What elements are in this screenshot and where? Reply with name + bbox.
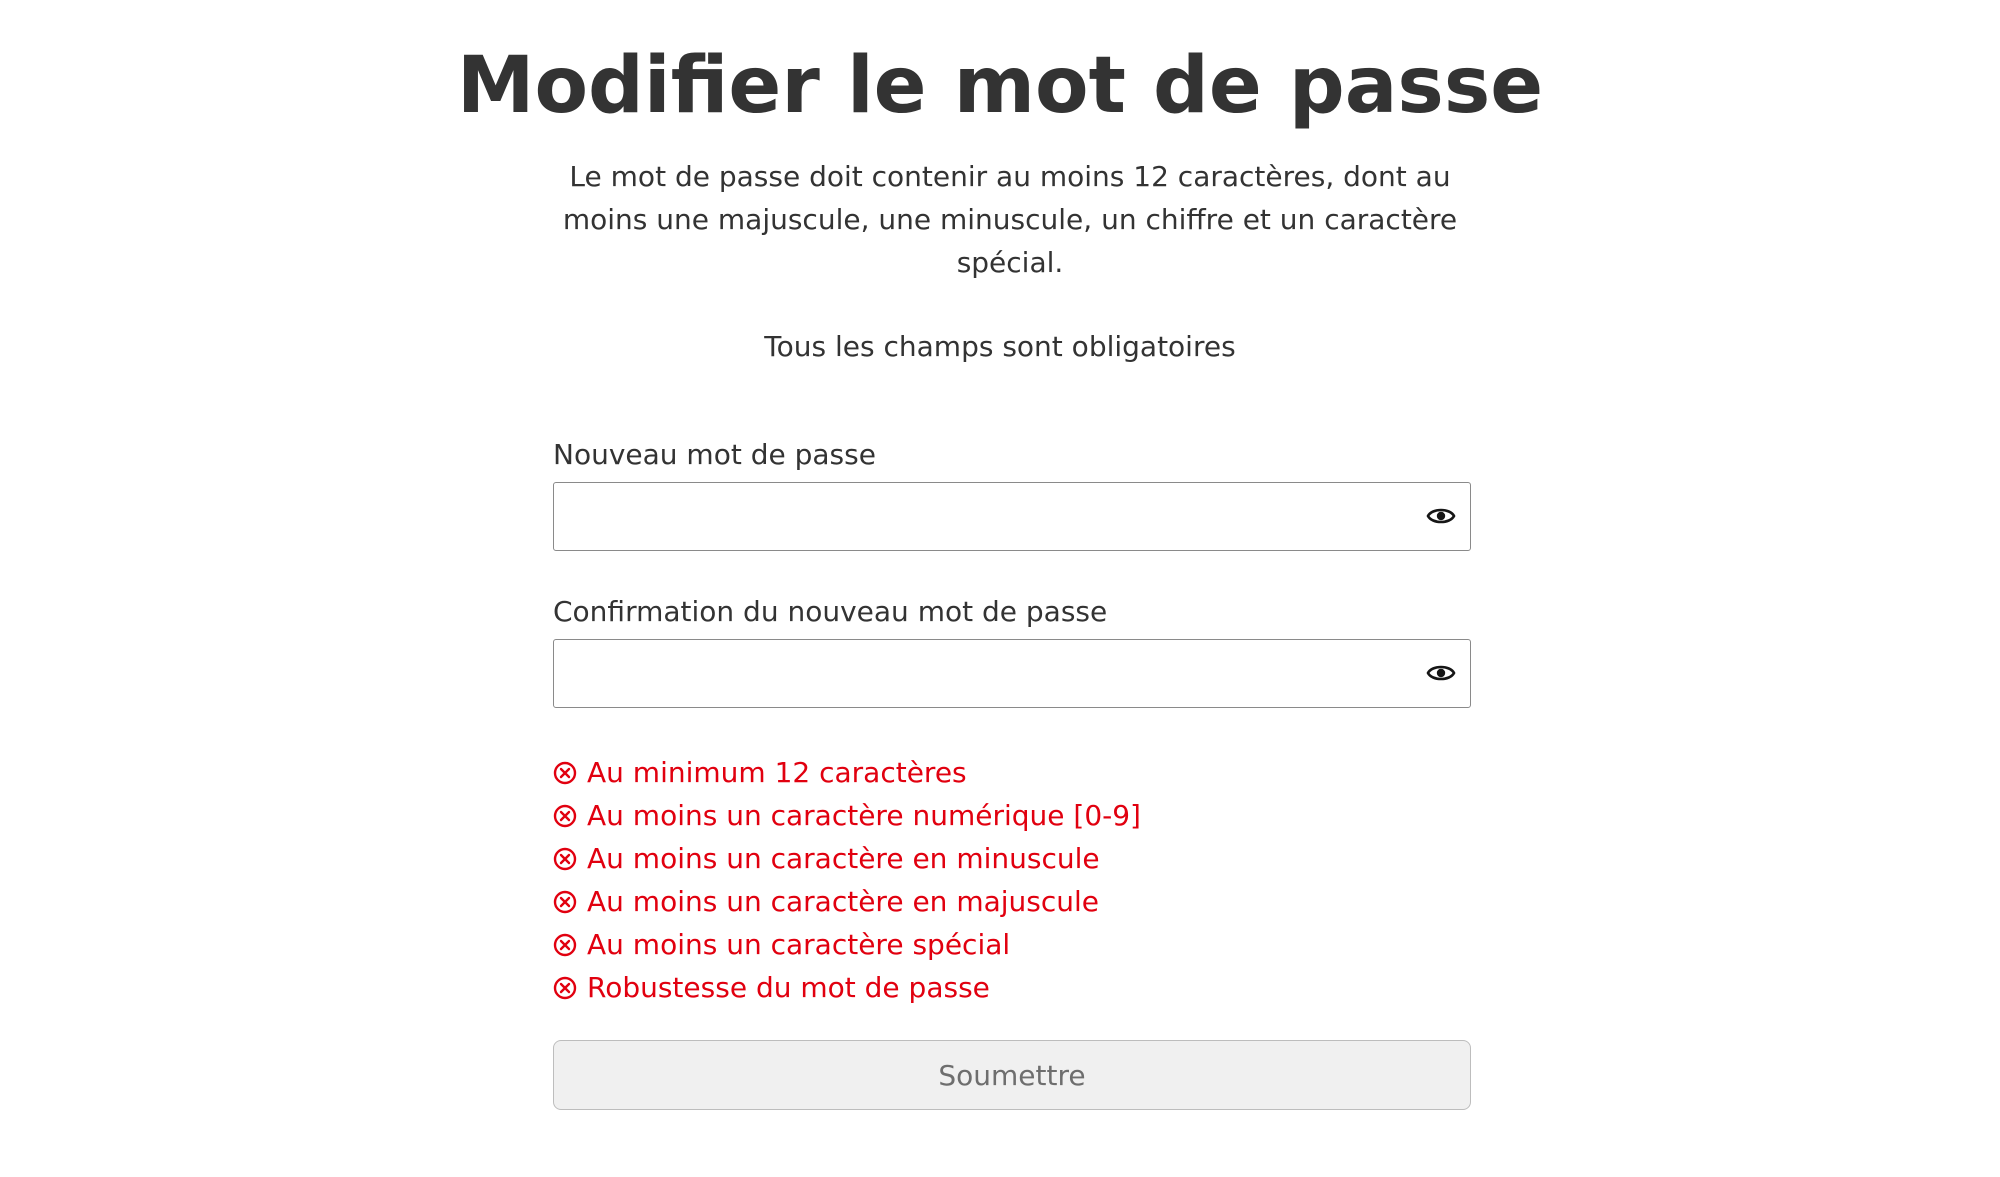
password-rule-text: Au moins un caractère spécial (587, 928, 1011, 961)
close-circle-icon (553, 847, 577, 871)
close-circle-icon (553, 890, 577, 914)
close-circle-icon (553, 976, 577, 1000)
eye-icon[interactable] (1426, 503, 1456, 529)
submit-button[interactable]: Soumettre (553, 1040, 1471, 1110)
confirm-password-label: Confirmation du nouveau mot de passe (553, 595, 1108, 628)
password-rule-text: Au moins un caractère en majuscule (587, 885, 1100, 918)
new-password-label: Nouveau mot de passe (553, 438, 876, 471)
password-rule-item (553, 837, 1253, 880)
password-requirements-description: Le mot de passe doit contenir au moins 12 caractères, dont au moins une majuscule, une minuscule, un chiffre et un caractère spécial. (562, 160, 1458, 279)
new-password-input[interactable] (554, 483, 1394, 549)
password-rule-item (553, 966, 1253, 1009)
password-rule-text: Robustesse du mot de passe (587, 971, 990, 1004)
password-rule-item (553, 923, 1253, 966)
eye-icon[interactable] (1426, 660, 1456, 686)
page-title: Modifier le mot de passe (456, 41, 1544, 131)
password-rule-text: Au moins un caractère numérique [0-9] (587, 799, 1141, 832)
password-rule-item (553, 751, 1253, 794)
close-circle-icon (553, 761, 577, 785)
confirm-password-input[interactable] (554, 640, 1394, 706)
password-rule-text: Au minimum 12 caractères (587, 756, 967, 789)
password-rule-item (553, 794, 1253, 837)
password-rule-text: Au moins un caractère en minuscule (587, 842, 1100, 875)
password-rules-list (553, 751, 1253, 1009)
new-password-field[interactable] (553, 482, 1471, 551)
confirm-password-field[interactable] (553, 639, 1471, 708)
close-circle-icon (553, 933, 577, 957)
required-fields-note: Tous les champs sont obligatoires (764, 330, 1236, 363)
close-circle-icon (553, 804, 577, 828)
password-rule-item (553, 880, 1253, 923)
